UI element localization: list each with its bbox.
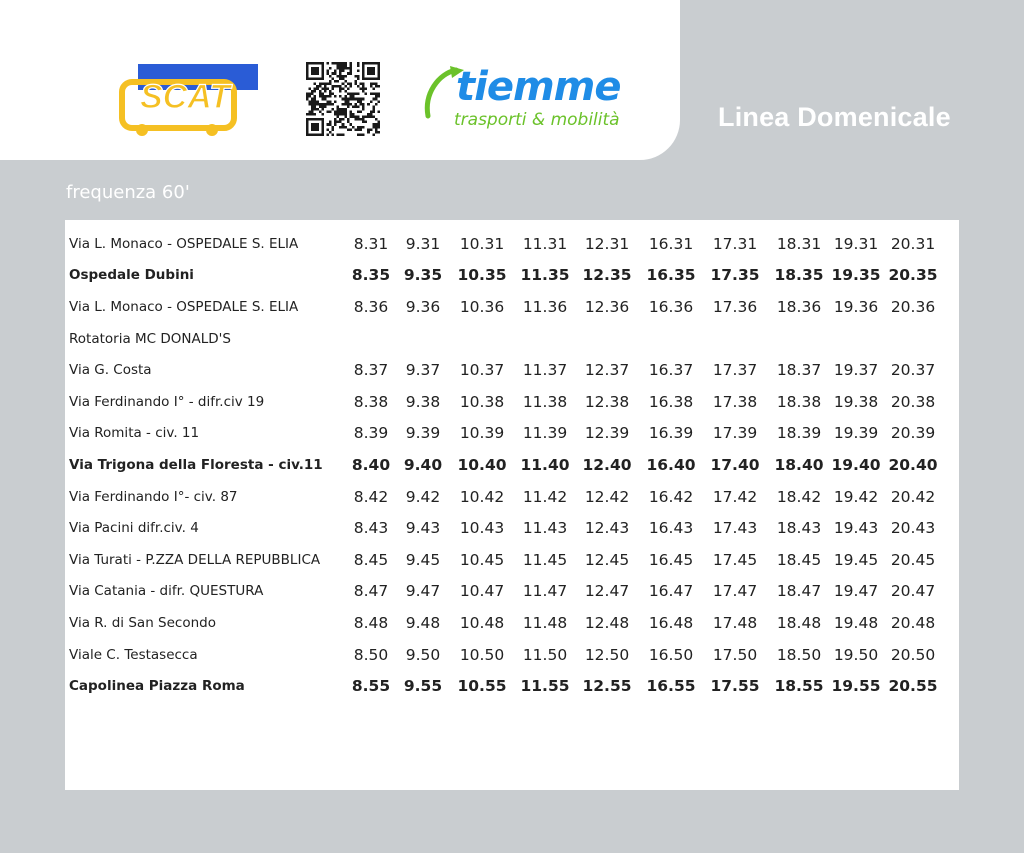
departure-time: 17.35 xyxy=(710,266,760,285)
departure-time: 19.38 xyxy=(833,392,879,411)
table-row xyxy=(69,291,945,323)
departure-time xyxy=(345,323,397,355)
departure-time: 8.37 xyxy=(353,361,389,380)
departure-time: 11.50 xyxy=(522,645,568,664)
stop-name: Via Romita - civ. 11 xyxy=(69,425,200,442)
departure-time xyxy=(703,323,767,355)
departure-time: 16.55 xyxy=(646,677,696,696)
departure-time: 11.31 xyxy=(522,234,568,253)
departure-time: 19.37 xyxy=(833,361,879,380)
departure-time xyxy=(397,323,449,355)
departure-time: 11.55 xyxy=(520,677,570,696)
tiemme-wordmark: tiemme xyxy=(456,64,621,110)
departure-time: 11.40 xyxy=(520,455,570,474)
departure-time: 20.47 xyxy=(890,582,936,601)
departure-time: 9.42 xyxy=(405,487,441,506)
departure-time: 9.37 xyxy=(405,361,441,380)
departure-time: 12.31 xyxy=(584,234,630,253)
departure-time: 12.50 xyxy=(584,645,630,664)
departure-time: 16.36 xyxy=(648,297,694,316)
qr-code xyxy=(304,62,382,136)
departure-time: 20.48 xyxy=(890,613,936,632)
departure-time: 20.31 xyxy=(890,234,936,253)
departure-time: 8.45 xyxy=(353,550,389,569)
departure-time: 17.42 xyxy=(712,487,758,506)
departure-time: 9.38 xyxy=(405,392,441,411)
departure-time: 18.55 xyxy=(774,677,824,696)
departure-time xyxy=(881,323,945,355)
scat-wordmark: SCAT xyxy=(140,78,231,116)
stop-name: Via Ferdinando I° - difr.civ 19 xyxy=(69,393,265,410)
departure-time: 8.36 xyxy=(353,297,389,316)
departure-time: 17.47 xyxy=(712,582,758,601)
departure-time: 9.35 xyxy=(403,266,443,285)
departure-time: 10.43 xyxy=(459,519,505,538)
table-row xyxy=(69,670,945,702)
departure-time: 19.31 xyxy=(833,234,879,253)
departure-time: 18.45 xyxy=(776,550,822,569)
departure-time: 18.43 xyxy=(776,519,822,538)
stop-name: Viale C. Testasecca xyxy=(69,646,198,663)
departure-time: 12.43 xyxy=(584,519,630,538)
table-row xyxy=(69,481,945,513)
departure-time: 8.35 xyxy=(351,266,391,285)
departure-time: 18.40 xyxy=(774,455,824,474)
table-row xyxy=(69,639,945,671)
departure-time: 12.38 xyxy=(584,392,630,411)
departure-time: 18.47 xyxy=(776,582,822,601)
departure-time: 10.38 xyxy=(459,392,505,411)
departure-time: 19.39 xyxy=(833,424,879,443)
departure-time: 20.39 xyxy=(890,424,936,443)
departure-time: 11.43 xyxy=(522,519,568,538)
tiemme-tagline: trasporti & mobilità xyxy=(454,110,620,130)
stop-name: Capolinea Piazza Roma xyxy=(69,678,245,695)
departure-time: 17.55 xyxy=(710,677,760,696)
departure-time: 8.39 xyxy=(353,424,389,443)
departure-time: 16.39 xyxy=(648,424,694,443)
departure-time: 17.37 xyxy=(712,361,758,380)
departure-time: 18.36 xyxy=(776,297,822,316)
departure-time: 18.50 xyxy=(776,645,822,664)
departure-time: 9.50 xyxy=(405,645,441,664)
table-row xyxy=(69,418,945,450)
departure-time: 17.45 xyxy=(712,550,758,569)
stop-name: Via R. di San Secondo xyxy=(69,614,216,631)
departure-time: 10.48 xyxy=(459,613,505,632)
departure-time: 16.35 xyxy=(646,266,696,285)
stop-name: Via Pacini difr.civ. 4 xyxy=(69,520,199,537)
departure-time: 18.37 xyxy=(776,361,822,380)
frequency-label: frequenza 60' xyxy=(66,182,190,203)
departure-time: 17.39 xyxy=(712,424,758,443)
stop-name: Via L. Monaco - OSPEDALE S. ELIA xyxy=(69,298,299,315)
departure-time: 12.40 xyxy=(582,455,632,474)
departure-time: 10.40 xyxy=(457,455,507,474)
departure-time: 8.48 xyxy=(353,613,389,632)
departure-time: 18.31 xyxy=(776,234,822,253)
departure-time: 12.39 xyxy=(584,424,630,443)
departure-time: 10.31 xyxy=(459,234,505,253)
departure-time: 10.39 xyxy=(459,424,505,443)
departure-time: 12.42 xyxy=(584,487,630,506)
departure-time: 8.50 xyxy=(353,645,389,664)
departure-time: 12.36 xyxy=(584,297,630,316)
departure-time: 16.38 xyxy=(648,392,694,411)
departure-time: 11.48 xyxy=(522,613,568,632)
stop-name: Via Trigona della Floresta - civ.11 xyxy=(69,456,323,473)
departure-time: 11.38 xyxy=(522,392,568,411)
departure-time: 17.43 xyxy=(712,519,758,538)
table-row xyxy=(69,512,945,544)
stop-name: Ospedale Dubini xyxy=(69,267,194,284)
departure-time: 10.35 xyxy=(457,266,507,285)
departure-time: 20.37 xyxy=(890,361,936,380)
departure-time: 8.55 xyxy=(351,677,391,696)
departure-time: 18.42 xyxy=(776,487,822,506)
departure-time: 9.31 xyxy=(405,234,441,253)
departure-time: 17.36 xyxy=(712,297,758,316)
stop-name: Via Ferdinando I°- civ. 87 xyxy=(69,488,238,505)
departure-time: 18.35 xyxy=(774,266,824,285)
departure-time: 11.35 xyxy=(520,266,570,285)
departure-time: 16.50 xyxy=(648,645,694,664)
departure-time: 17.48 xyxy=(712,613,758,632)
departure-time xyxy=(515,323,575,355)
header-card xyxy=(0,0,680,160)
departure-time: 18.39 xyxy=(776,424,822,443)
departure-time: 20.55 xyxy=(888,677,938,696)
departure-time xyxy=(449,323,515,355)
table-row xyxy=(69,260,945,292)
departure-time: 19.47 xyxy=(833,582,879,601)
departure-time: 11.42 xyxy=(522,487,568,506)
departure-time xyxy=(767,323,831,355)
departure-time: 10.37 xyxy=(459,361,505,380)
departure-time: 8.31 xyxy=(353,234,389,253)
departure-time: 9.55 xyxy=(403,677,443,696)
scat-logo xyxy=(118,60,263,140)
departure-time: 19.36 xyxy=(833,297,879,316)
table-row xyxy=(69,449,945,481)
departure-time: 20.50 xyxy=(890,645,936,664)
tiemme-logo xyxy=(420,62,645,140)
departure-time: 12.45 xyxy=(584,550,630,569)
departure-time: 20.36 xyxy=(890,297,936,316)
departure-time: 11.37 xyxy=(522,361,568,380)
departure-time: 18.38 xyxy=(776,392,822,411)
departure-time: 9.39 xyxy=(405,424,441,443)
table-row xyxy=(69,544,945,576)
departure-time: 20.38 xyxy=(890,392,936,411)
stop-name: Via G. Costa xyxy=(69,362,152,379)
departure-time: 19.50 xyxy=(833,645,879,664)
departure-time: 10.36 xyxy=(459,297,505,316)
departure-time: 10.42 xyxy=(459,487,505,506)
table-row xyxy=(69,576,945,608)
departure-time: 16.47 xyxy=(648,582,694,601)
departure-time: 10.55 xyxy=(457,677,507,696)
departure-time: 16.42 xyxy=(648,487,694,506)
departure-time: 8.42 xyxy=(353,487,389,506)
table-row xyxy=(69,607,945,639)
departure-time: 19.43 xyxy=(833,519,879,538)
departure-time: 20.35 xyxy=(888,266,938,285)
table-row xyxy=(69,386,945,418)
departure-time: 19.35 xyxy=(831,266,881,285)
departure-time: 12.35 xyxy=(582,266,632,285)
stop-name: Via L. Monaco - OSPEDALE S. ELIA xyxy=(69,235,299,252)
departure-time xyxy=(575,323,639,355)
stop-name: Via Catania - difr. QUESTURA xyxy=(69,583,264,600)
departure-time: 20.40 xyxy=(888,455,938,474)
departure-time: 10.45 xyxy=(459,550,505,569)
departure-time: 17.50 xyxy=(712,645,758,664)
line-title: Linea Domenicale xyxy=(718,102,951,132)
departure-time: 17.38 xyxy=(712,392,758,411)
departure-time: 11.47 xyxy=(522,582,568,601)
stop-name: Rotatoria MC DONALD'S xyxy=(69,330,231,347)
departure-time: 9.48 xyxy=(405,613,441,632)
table-row xyxy=(69,354,945,386)
departure-time: 19.45 xyxy=(833,550,879,569)
departure-time: 9.47 xyxy=(405,582,441,601)
departure-time: 19.42 xyxy=(833,487,879,506)
departure-time: 16.45 xyxy=(648,550,694,569)
departure-time: 19.40 xyxy=(831,455,881,474)
departure-time: 9.36 xyxy=(405,297,441,316)
departure-time: 11.45 xyxy=(522,550,568,569)
table-row xyxy=(69,228,945,260)
departure-time: 9.40 xyxy=(403,455,443,474)
departure-time: 8.38 xyxy=(353,392,389,411)
departure-time: 17.31 xyxy=(712,234,758,253)
departure-time: 9.45 xyxy=(405,550,441,569)
timetable-panel xyxy=(65,220,959,790)
stop-name: Via Turati - P.ZZA DELLA REPUBBLICA xyxy=(69,551,321,568)
table-row xyxy=(69,323,945,355)
departure-time: 12.55 xyxy=(582,677,632,696)
departure-time: 10.50 xyxy=(459,645,505,664)
departure-time: 12.37 xyxy=(584,361,630,380)
departure-time: 11.39 xyxy=(522,424,568,443)
departure-time: 19.55 xyxy=(831,677,881,696)
departure-time: 12.47 xyxy=(584,582,630,601)
departure-time: 17.40 xyxy=(710,455,760,474)
departure-time: 8.43 xyxy=(353,519,389,538)
timetable-body xyxy=(69,228,945,702)
departure-time: 10.47 xyxy=(459,582,505,601)
timetable xyxy=(69,228,945,702)
departure-time: 20.43 xyxy=(890,519,936,538)
departure-time xyxy=(831,323,881,355)
departure-time: 11.36 xyxy=(522,297,568,316)
departure-time: 20.45 xyxy=(890,550,936,569)
departure-time: 9.43 xyxy=(405,519,441,538)
departure-time: 16.40 xyxy=(646,455,696,474)
departure-time: 16.37 xyxy=(648,361,694,380)
departure-time: 16.48 xyxy=(648,613,694,632)
departure-time: 12.48 xyxy=(584,613,630,632)
departure-time xyxy=(639,323,703,355)
departure-time: 20.42 xyxy=(890,487,936,506)
departure-time: 19.48 xyxy=(833,613,879,632)
departure-time: 8.47 xyxy=(353,582,389,601)
departure-time: 18.48 xyxy=(776,613,822,632)
departure-time: 8.40 xyxy=(351,455,391,474)
departure-time: 16.43 xyxy=(648,519,694,538)
departure-time: 16.31 xyxy=(648,234,694,253)
